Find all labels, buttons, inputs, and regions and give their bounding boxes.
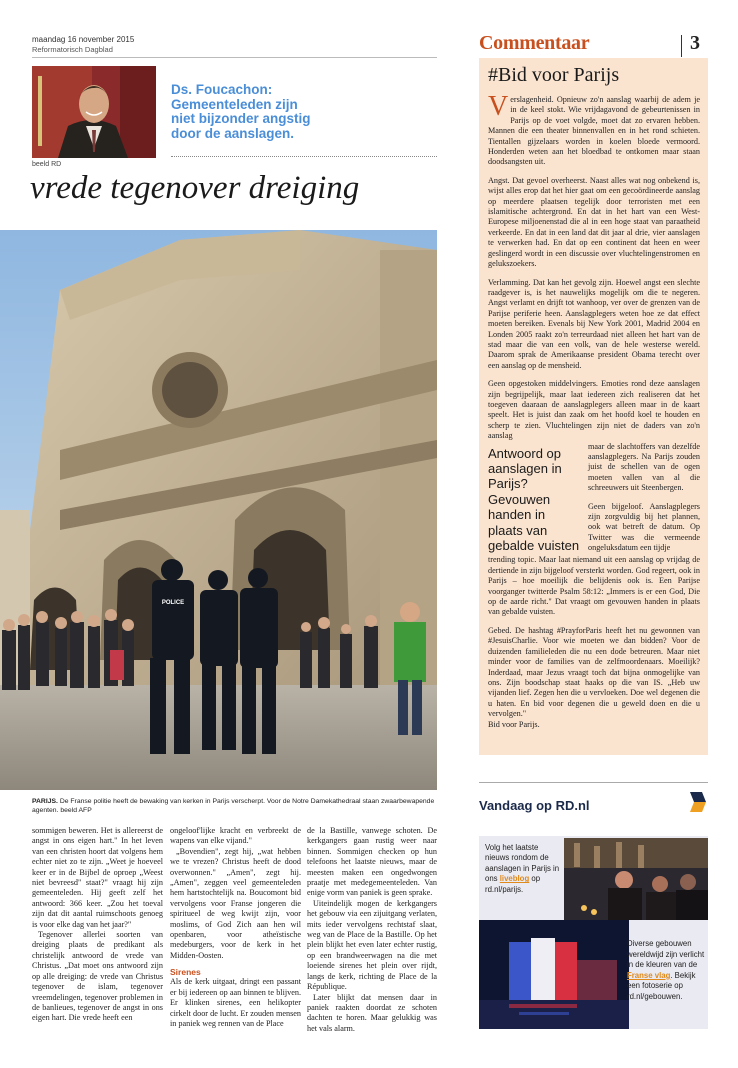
publication-name: Reformatorisch Dagblad [32, 45, 113, 54]
page-number-divider [681, 35, 682, 57]
headline: vrede tegenover dreiging [30, 170, 360, 206]
masthead-rule [32, 57, 437, 58]
editorial-signoff: Bid voor Parijs. [488, 719, 540, 729]
rd-rule [479, 782, 708, 783]
promo-flag-text: Diverse gebouwen wereldwijd zijn verlicht in de kleuren van de [627, 939, 705, 970]
portrait-image [32, 66, 156, 158]
article-subhead: Sirenes [170, 967, 201, 978]
article-column-1 [32, 826, 163, 1024]
candles-image [564, 838, 708, 920]
article-paragraph: „Bovendien", zegt hij, „wat hebben we te vrezen? Christus heeft de dood overwonnen." „Amen", zegt hij. „Amen", zeggen veel gemeenteleden hem hartstochtelijk na. Boucomont bid vervolgens voor Franse jongeren die spiritueel de weg kwijt zijn, voor moslims, of God Zich aan hen wil openbaren, voor atheïstische medeburgers, voor de kerk in het Midden-Oosten. [170, 846, 301, 960]
police-vest-label: POLICE [161, 600, 185, 606]
interview-heading [171, 83, 431, 141]
article-paragraph: ongeloof'lijke kracht en verbreekt de wapens van elke vijand." [170, 826, 301, 846]
portrait-credit: beeld RD [32, 161, 62, 168]
section-label: Commentaar [479, 32, 590, 54]
editorial-paragraph: trending topic. Maar laat niemand uit een aanslag op vrijdag de dertiende in zijn bijgeloof versterkt worden. God regeert, ook in Parijs – hoe moeilijk die belijdenis ook is. Een Parijse voorganger twitterde Psalm 58:12: „Immers is er een God, Die op de aarde richt." Dat vraagt om gevouwen handen in plaats van gebalde vuisten. [488, 555, 700, 617]
editorial-paragraph: maar de slachtoffers van dezelfde aanslagplegers. Na Parijs zouden juist de schellen van de ogen moeten vallen van al die schreeuwers uit Steenbergen. [588, 441, 700, 493]
liveblog-link[interactable]: liveblog [499, 874, 530, 884]
buildings-image [479, 920, 629, 1029]
article-paragraph: sommigen beweren. Het is allereerst de angst in ons eigen hart." In het leven van een christen hoort dat volgens hem echter niet zo te zijn. „Weet je hoeveel keer er in de Bijbel de oproep „Weest niet bevreesd" staat?" vraagt hij zijn gemeenteleden. Hij geeft zelf het antwoord: 366 keer. „Zou het toeval zijn dat dit aantal ruimschoots genoeg is voor elke dag van het jaar?" [32, 826, 163, 929]
issue-date: maandag 16 november 2015 [32, 35, 135, 44]
editorial-paragraph: Gebed. De hashtag #PrayforParis heeft het nu gewonnen van #JesuisCharlie. Voor wie moeten we dan bidden? Voor de duizenden familieleden die nu een dode betreuren. Maar niet minder voor de families van de zelfmoordenaars. Moeilijk? Inderdaad, maar Jezus vraagt toch dat bijna onmogelijke van ons. Zijn boodschap staat haaks op die van IS. „Heb uw vijanden lief. Zegen hen die u vervloeken. Doe wel degenen die u haten. En bid voor degenen die u geweld doen en die u vervolgen." [488, 625, 700, 719]
editorial-intro-text: erslagenheid. Opnieuw zo'n aanslag waarbij de adem je in de keel stokt. Wie vrijdagavond de gebeurtenissen in Parijs op de voet volgde, moet dat zo ervaren hebben. Mannen die een theater binnenvallen en in het rond schieten. Tientallen gijzelaars worden in koelen bloede vermoord. Honderden weten aan het bloedbad te ontkomen maar staan doodsangsten uit. [488, 95, 700, 167]
article-paragraph: de la Bastille, vanwege schoten. De kerkgangers gaan rustig weer naar binnen. Sommigen checken op hun telefoons het laatste nieuws, maar de meesten maken een ongedwongen praatje met medegemeenteleden. Van enige vorm van paniek is geen sprake. [307, 826, 437, 898]
article-paragraph: Uiteindelijk mogen de kerkgangers het gebouw via een zijuitgang verlaten, mits ieder vervolgens rechtstaf slaat, weg van de Place de la Bastille. Op het plein blijkt het even later echter rustig, op een brandweerwagen na die met loeiende sirenes het plein over rijdt, langs de kerk, richting de Place de la République. [307, 898, 437, 992]
promo-liveblog-text-end: op rd.nl/parijs. [485, 874, 541, 894]
caption-text: De Franse politie heeft de bewaking van kerken in Parijs verscherpt. Voor de Notre Damekathedraal staan zwaarbewapende agenten. [32, 798, 435, 814]
page-number: 3 [690, 32, 700, 54]
article-paragraph: Tegenover allerlei soorten van dreiging plaats de predikant als christelijk antwoord de vrede van Christus. „Dat moet ons antwoord zijn op alle dreiging: de vrede van Christus tegenover de islam, tegenover vreemdelingen, tegenover problemen in de banlieues, tegenover de angst in ons eigen hart. Die vrede heeft een [32, 930, 163, 1023]
pullquote: Antwoord op aanslagen in Parijs? Gevouwen handen in plaats van gebalde vuisten [488, 445, 580, 554]
article-paragraph: Als de kerk uitgaat, dringt een passant er bij iedereen op aan binnen te blijven. Er klinken sirenes, een helikopter cirkelt door de lucht. Er zouden mensen in paniek weg rennen van de Place [170, 977, 301, 1028]
editorial-title: #Bid voor Parijs [488, 64, 620, 86]
caption-credit: beeld AFP [60, 807, 92, 814]
photo-caption [32, 797, 437, 815]
french-flag-link[interactable]: Franse vlag [627, 970, 671, 980]
promo-flag-text-end: . Bekijk een fotoserie op rd.nl/gebouwen. [627, 970, 696, 1001]
portrait-photo [32, 66, 156, 158]
editorial-paragraph: Geen bijgeloof. Aanslagplegers zijn zorgvuldig bij het plannen, ook wat betreft de datum. Op Twitter was die vermeende ongeluksdatum een tijdje [588, 501, 700, 553]
cathedral-image [0, 230, 437, 790]
editorial-dropcap: V [488, 95, 509, 122]
rd-box-title: Vandaag op RD.nl [479, 798, 590, 813]
editorial-paragraph: Verlamming. Dat kan het gevolg zijn. Hoewel angst een slechte raadgever is, is het nauwelijks mogelijk om die te negeren. Angst verlamt en drijft tot wanhoop, ver over de grenzen van de Parijse periferie heen. Aanslagplegers weten hoe ze dat effect moeten bereiken. Evenals bij New York 2001, Madrid 2004 en Londen 2005 raakt zo'n terreurdaad niet alleen het hart van de stad maar die van een volk, van de hele westerse wereld. Daarom sprak de Amerikaanse president Obama terecht over een aanslag op de mensheid. [488, 277, 700, 370]
editorial-intro [488, 95, 700, 168]
editorial-paragraph: Geen opgestoken middelvingers. Emoties rond deze aanslagen zijn begrijpelijk, maar laat iedereen zich realiseren dat het toegeven daaraan de aanslagplegers alleen maar in de kaart speelt. Het is juist dan zaak om het hoofd koel te houden en scherp te zien. Vluchtelingen zijn niet de daders van zo'n aanslag [488, 379, 700, 441]
pullquote-row [488, 442, 700, 556]
promo-liveblog-text: Volg het laatste nieuws rondom de aanslagen in Parijs in ons [485, 843, 560, 884]
editorial-paragraph: Angst. Dat gevoel overheerst. Naast alles wat nog onbekend is, wijst alles erop dat het hier gaat om een gecoördineerde aanslag op meerdere plaatsen tegelijk door terroristen met een islamitische achtergrond. En dat in het hart van een West-Europese miljoenenstad die al in een hoge staat van paraatheid verkeerde. En dat in een land dat dit jaar al drie, vier aanslagen te verwerken had. En dat op een continent dat heen en weer geslingerd wordt in een discussie over vluchtelingenstromen en gelukszoekers. [488, 175, 700, 269]
editorial-body [488, 95, 700, 750]
promo-liveblog[interactable] [485, 843, 561, 895]
article-column-3 [307, 826, 437, 1034]
cathedral-photo [0, 230, 437, 790]
promo-flag-buildings[interactable] [627, 939, 705, 1003]
promo-photo-buildings [479, 920, 629, 1029]
interview-heading-line: Gemeenteleden zijn [171, 96, 298, 112]
rd-logo-icon [686, 790, 708, 814]
interview-heading-line: niet bijzonder angstig [171, 111, 311, 127]
interview-heading-line: door de aanslagen. [171, 125, 295, 141]
interview-heading-line: Ds. Foucachon: [171, 82, 273, 97]
caption-place: PARIJS. [32, 798, 58, 805]
article-paragraph: Later blijkt dat mensen daar in paniek raakten doordat ze schoten dachten te horen. Maar gelukkig was het vals alarm. [307, 992, 437, 1033]
article-column-2 [170, 826, 301, 1029]
promo-photo-candles [564, 838, 708, 920]
heading-rule [171, 156, 437, 157]
